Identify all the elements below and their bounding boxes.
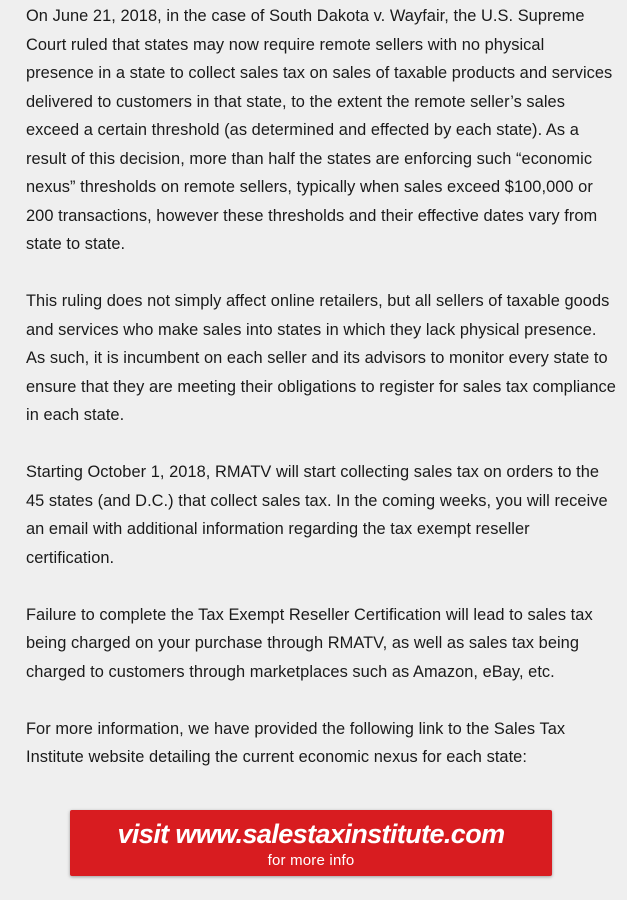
paragraph-ruling-scope: This ruling does not simply affect online retailers, but all sellers of taxable goods and services who make sales into states in which they lack physical presence. As such, it is incumbent on each seller and its advisors to monitor every state to ensure that they are meeting their obligations to register for sales tax compliance in each state. xyxy=(26,292,616,424)
sales-tax-institute-link-button[interactable] xyxy=(70,810,552,876)
paragraph-more-info: For more information, we have provided the following link to the Sales Tax Institute website detailing the current economic nexus for each state: xyxy=(26,719,566,766)
document-body xyxy=(26,2,616,800)
paragraph-certification-warning: Failure to complete the Tax Exempt Reseller Certification will lead to sales tax being charged on your purchase through RMATV, as well as sales tax being charged to customers through marketplaces such as Amazon, eBay, etc. xyxy=(26,605,593,681)
paragraph-wayfair-ruling: On June 21, 2018, in the case of South Dakota v. Wayfair, the U.S. Supreme Court ruled that states may now require remote sellers with no physical presence in a state to collect sales tax on sales of taxable products and services delivered to customers in that state, to the extent the remote seller’s sales exceed a certain threshold (as determined and effected by each state). As a result of this decision, more than half the states are enforcing such “economic nexus” thresholds on remote sellers, typically when sales exceed $100,000 or 200 transactions, however these thresholds and their effective dates vary from state to state. xyxy=(26,7,613,253)
cta-sub-text: for more info xyxy=(267,852,355,869)
cta-main-text: visit www.salestaxinstitute.com xyxy=(117,819,505,849)
paragraph-rmatv-collection: Starting October 1, 2018, RMATV will start collecting sales tax on orders to the 45 states (and D.C.) that collect sales tax. In the coming weeks, you will receive an email with additional information regarding the tax exempt reseller certification. xyxy=(26,463,608,567)
